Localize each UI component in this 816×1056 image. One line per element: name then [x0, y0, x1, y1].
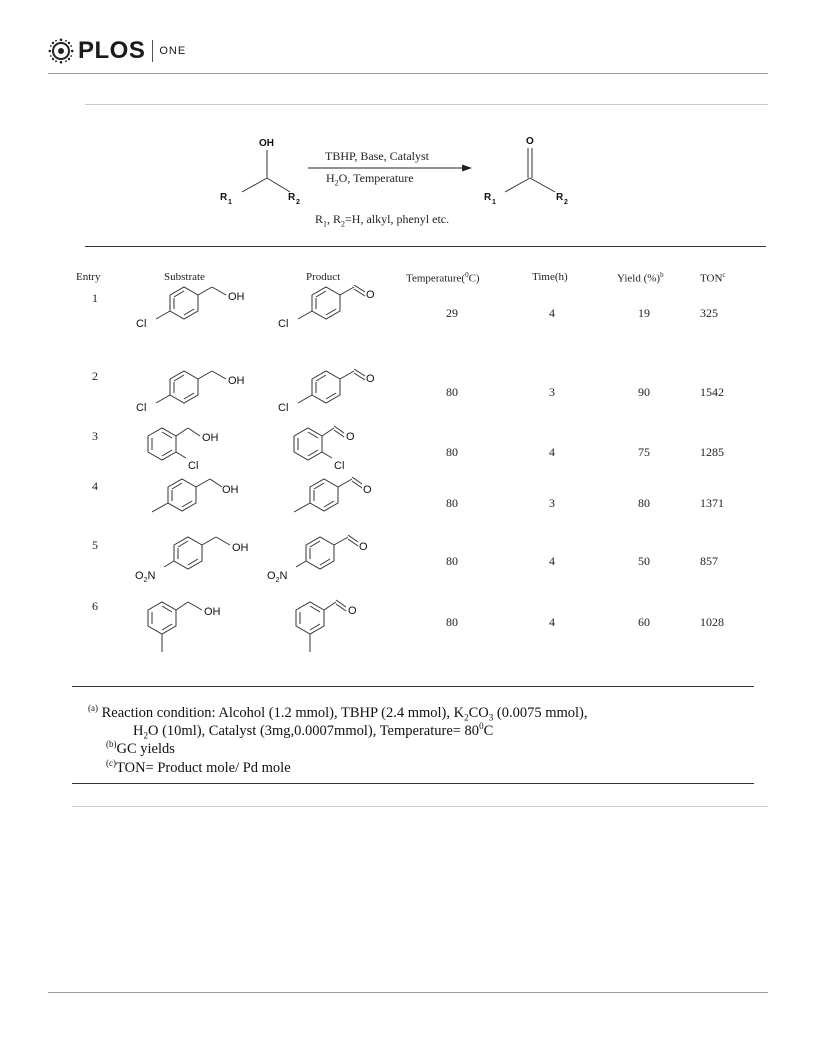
reactant-r2-sub: 2: [296, 199, 300, 206]
reactant-r2: R: [288, 192, 296, 203]
product-1-cl: Cl: [278, 318, 289, 330]
product-1-structure: [274, 285, 384, 340]
row5-entry: 5: [92, 538, 98, 552]
substrate-4-structure: [138, 477, 248, 522]
product-3-cl: Cl: [334, 460, 345, 472]
product-2-o: O: [366, 373, 375, 385]
footnote-a-sub1: 2: [464, 712, 469, 723]
row6-temperature: 80: [446, 615, 458, 629]
row1-yield: 19: [638, 306, 650, 320]
header-yield-label: Yield (%): [617, 272, 661, 285]
reaction-scheme-reactant: [210, 132, 310, 212]
note-r1-sub: 1: [323, 219, 328, 229]
product-5-no2: [267, 570, 287, 584]
row4-temperature: 80: [446, 496, 458, 510]
footnote-a-line2-sup: 0: [479, 721, 484, 731]
reactant-r1: R: [220, 192, 228, 203]
row5-ton: 857: [700, 554, 718, 568]
row3-entry: 3: [92, 429, 98, 443]
journal-logo: [48, 38, 186, 64]
product-5-o: O: [359, 541, 368, 553]
footnote-bottom-rule: [72, 783, 754, 784]
row2-temperature: 80: [446, 385, 458, 399]
substrate-5-structure: [130, 535, 260, 585]
logo-divider: [152, 40, 153, 62]
substrate-6-oh: OH: [204, 606, 221, 618]
substrate-2-cl: Cl: [136, 402, 147, 414]
header-ton-label: TON: [700, 272, 723, 285]
reaction-scheme-product: [480, 132, 590, 212]
arrow-bottom-post: O, Temperature: [338, 171, 414, 185]
row4-entry: 4: [92, 479, 98, 493]
figure-bottom-rule: [72, 806, 768, 807]
header-time: Time(h): [532, 271, 568, 283]
product-r1-sub: 1: [492, 199, 496, 206]
row3-time: 4: [549, 445, 555, 459]
header-temperature-sup: 0: [465, 271, 469, 279]
row2-yield: 90: [638, 385, 650, 399]
row2-time: 3: [549, 385, 555, 399]
product-4-structure: [284, 477, 384, 522]
substrate-1-structure: [130, 285, 250, 340]
note-sep: , R: [327, 212, 342, 226]
journal-brand: PLOS: [78, 37, 146, 64]
footnote-b-mark: (b): [106, 739, 117, 749]
reactant-r1-sub: 1: [228, 199, 232, 206]
row1-temperature: 29: [446, 306, 458, 320]
arrow-bottom-pre: H: [326, 171, 335, 185]
header-rule: [48, 73, 768, 74]
arrow-bottom-sub: 2: [334, 178, 339, 188]
substrate-5-no2: [135, 570, 155, 584]
footnote-a-line1-post: (0.0075 mmol),: [493, 704, 588, 721]
plos-logo-icon: [48, 38, 74, 64]
substrate-4-oh: OH: [222, 484, 239, 496]
row5-temperature: 80: [446, 554, 458, 568]
header-ton: [700, 271, 726, 285]
note-r1: R: [315, 212, 324, 226]
substituent-note: [315, 212, 449, 228]
header-yield: [617, 271, 664, 285]
footnote-a-line2-mid: O (10ml), Catalyst (3mg,0.0007mmol), Temperature= 80: [147, 722, 480, 739]
row4-time: 3: [549, 496, 555, 510]
substrate-5-o2n-sub: 2: [143, 577, 148, 584]
row2-entry: 2: [92, 369, 98, 383]
product-5-o2n-pre: O: [267, 570, 276, 582]
page-footer-rule: [48, 992, 768, 993]
arrow-bottom-label: [326, 171, 414, 187]
footnote-a-line1-pre: Reaction condition: Alcohol (1.2 mmol), TBHP (2.4 mmol), K: [98, 704, 465, 721]
substrate-2-structure: [130, 369, 250, 424]
footnote-a-line2-sub: 2: [143, 730, 148, 741]
footnote-a-mark: (a): [88, 703, 98, 713]
product-5-o2n-post: N: [279, 570, 288, 582]
footnote-top-rule: [72, 686, 754, 687]
row6-yield: 60: [638, 615, 650, 629]
footnote-b-text: GC yields: [116, 740, 175, 757]
footnote-b: [106, 739, 175, 758]
header-temperature-label: Temperature(: [406, 272, 466, 285]
product-r1: R: [484, 192, 492, 203]
footnote-a-line2: [133, 721, 493, 741]
header-substrate: Substrate: [164, 271, 205, 283]
row3-yield: 75: [638, 445, 650, 459]
scheme-bottom-rule: [85, 246, 766, 247]
product-2-structure: [274, 369, 384, 424]
product-4-o: O: [363, 484, 372, 496]
footnote-a-line2-pre: H: [133, 722, 144, 739]
row6-entry: 6: [92, 599, 98, 613]
product-5-structure: [264, 535, 384, 585]
header-temperature-end: C): [468, 272, 480, 285]
header-yield-sup: b: [660, 271, 664, 279]
row4-ton: 1371: [700, 496, 724, 510]
product-3-o: O: [346, 431, 355, 443]
footnote-c-text: TON= Product mole/ Pd mole: [116, 759, 291, 776]
header-entry: Entry: [76, 271, 101, 283]
row1-time: 4: [549, 306, 555, 320]
product-5-o2n-sub: 2: [275, 577, 280, 584]
header-product: Product: [306, 271, 341, 283]
substrate-1-cl: Cl: [136, 318, 147, 330]
row2-ton: 1542: [700, 385, 724, 399]
row5-yield: 50: [638, 554, 650, 568]
row3-ton: 1285: [700, 445, 724, 459]
product-o: O: [526, 136, 534, 147]
product-6-o: O: [348, 605, 357, 617]
substrate-3-oh: OH: [202, 432, 219, 444]
substrate-6-structure: [140, 598, 250, 658]
substrate-1-oh: OH: [228, 291, 245, 303]
footnote-a-line2-post: C: [483, 722, 494, 739]
row1-entry: 1: [92, 291, 98, 305]
product-3-structure: [286, 424, 386, 474]
product-2-cl: Cl: [278, 402, 289, 414]
footnote-a-sub2: 3: [488, 712, 494, 723]
product-1-o: O: [366, 289, 375, 301]
row4-yield: 80: [638, 496, 650, 510]
substrate-5-oh: OH: [232, 542, 249, 554]
product-r2-sub: 2: [564, 199, 568, 206]
footnote-c: [106, 758, 291, 777]
arrow-top-label: TBHP, Base, Catalyst: [325, 149, 429, 163]
substrate-5-o2n-pre: O: [135, 570, 144, 582]
substrate-3-cl: Cl: [188, 460, 199, 472]
row1-ton: 325: [700, 306, 718, 320]
header-ton-sup: c: [722, 271, 726, 279]
row3-temperature: 80: [446, 445, 458, 459]
header-temperature: [406, 271, 480, 285]
row6-ton: 1028: [700, 615, 724, 629]
note-rest: =H, alkyl, phenyl etc.: [345, 212, 450, 226]
footnote-a-line1-mid: CO: [468, 704, 489, 721]
row6-time: 4: [549, 615, 555, 629]
figure-top-rule: [85, 104, 768, 105]
product-r2: R: [556, 192, 564, 203]
substrate-5-o2n-post: N: [147, 570, 156, 582]
note-r2-sub: 2: [341, 219, 346, 229]
journal-sub: ONE: [159, 45, 187, 57]
reactant-oh: OH: [259, 138, 274, 149]
substrate-2-oh: OH: [228, 375, 245, 387]
product-6-structure: [288, 598, 388, 658]
substrate-3-structure: [140, 424, 250, 474]
footnote-c-mark: (c): [106, 758, 116, 768]
row5-time: 4: [549, 554, 555, 568]
footnote-a-line1: [88, 703, 588, 723]
